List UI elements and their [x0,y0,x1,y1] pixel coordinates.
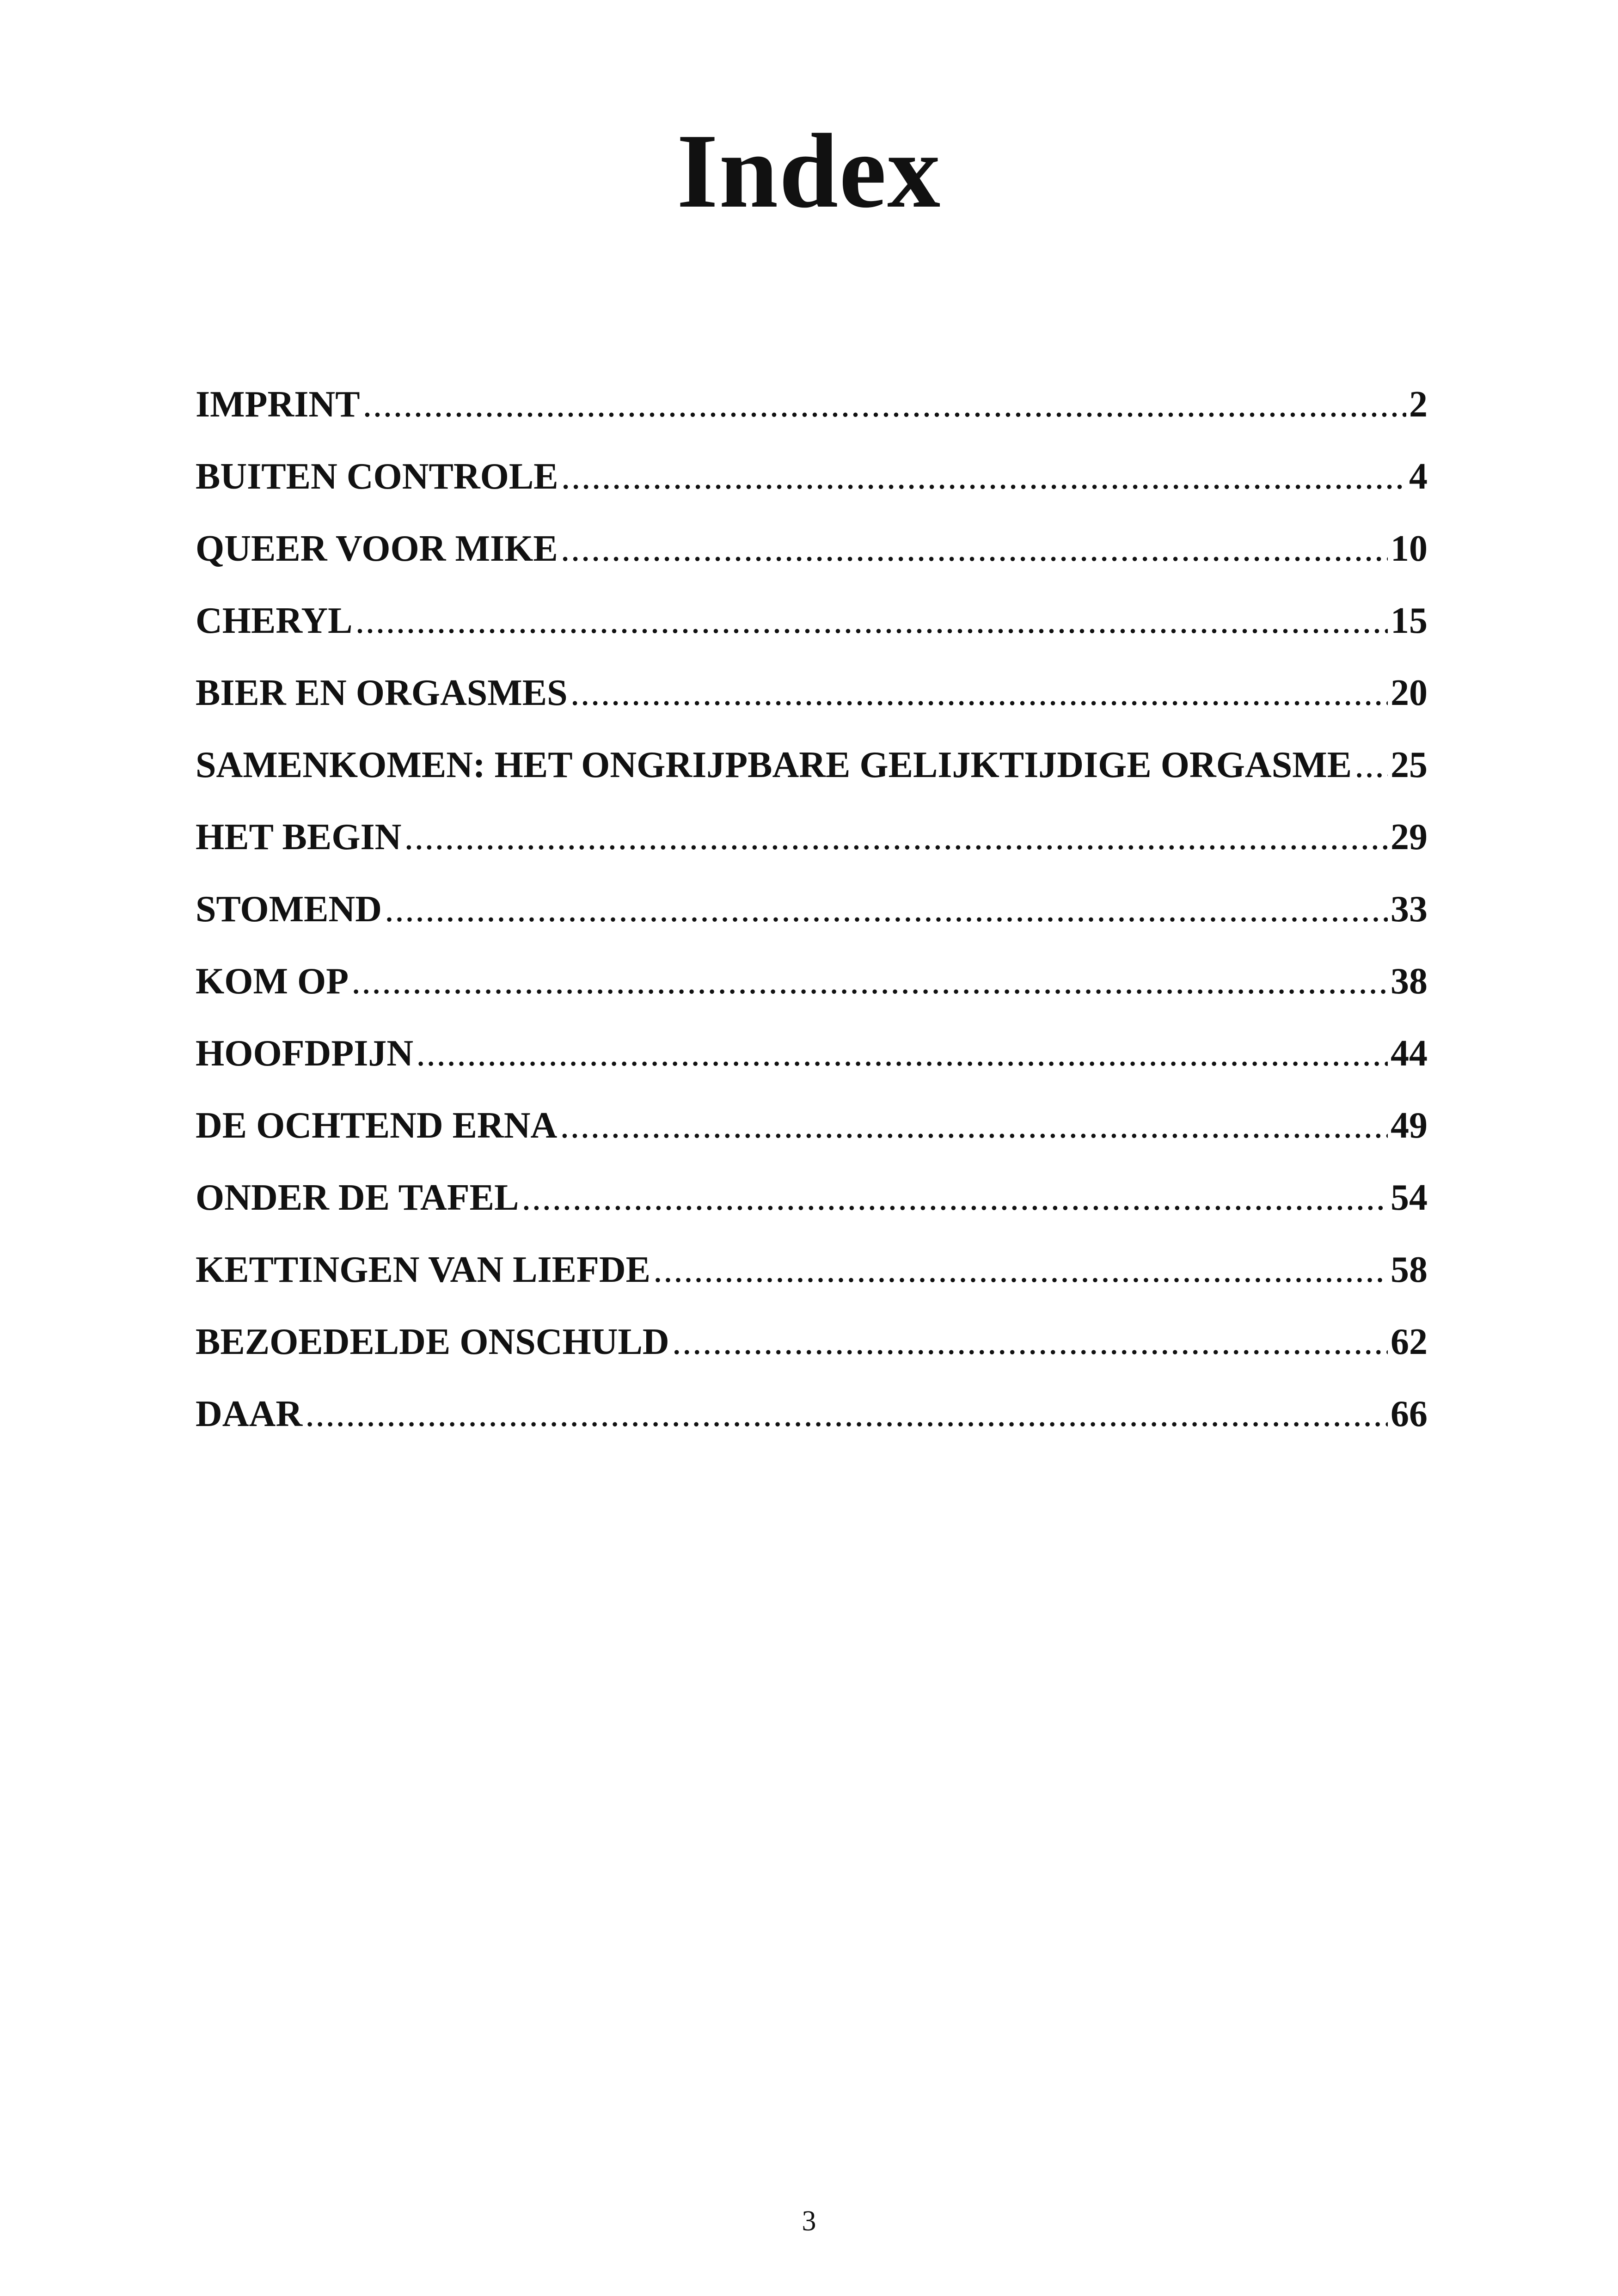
toc-entry-title: DAAR [196,1394,303,1434]
toc-dot-leader [560,1100,1388,1151]
toc-dot-leader [351,956,1388,1007]
toc-dot-leader [404,812,1388,863]
toc-entry-page: 15 [1391,600,1428,641]
toc-entry-imprint[interactable] [196,379,1428,451]
toc-entry-page: 54 [1391,1177,1428,1218]
toc-dot-leader [305,1389,1388,1439]
toc-entry-page: 20 [1391,673,1428,713]
toc-entry-page: 44 [1391,1033,1428,1074]
toc-entry-kom-op[interactable] [196,956,1428,1028]
page-number: 3 [802,2205,816,2237]
toc-entry-page: 38 [1391,961,1428,1002]
toc-entry-bezoedelde-onschuld[interactable] [196,1316,1428,1389]
toc-entry-title: BUITEN CONTROLE [196,456,558,497]
toc-entry-title: IMPRINT [196,384,360,425]
table-of-contents [196,379,1428,1461]
toc-entry-page: 58 [1391,1249,1428,1290]
toc-entry-page: 2 [1409,384,1428,425]
toc-entry-stomend[interactable] [196,884,1428,956]
toc-entry-cheryl[interactable] [196,595,1428,667]
toc-entry-page: 25 [1391,745,1428,785]
toc-dot-leader [1354,740,1388,790]
toc-entry-page: 66 [1391,1394,1428,1434]
toc-entry-title: DE OCHTEND ERNA [196,1105,558,1146]
toc-dot-leader [521,1172,1388,1223]
toc-entry-page: 49 [1391,1105,1428,1146]
toc-entry-title: CHERYL [196,600,353,641]
toc-dot-leader [363,379,1406,430]
toc-entry-title: ONDER DE TAFEL [196,1177,519,1218]
toc-entry-samenkomen[interactable] [196,740,1428,812]
toc-entry-onder-de-tafel[interactable] [196,1172,1428,1244]
toc-entry-bier-en-orgasmes[interactable] [196,667,1428,740]
page-title: Index [676,112,942,230]
toc-entry-daar[interactable] [196,1389,1428,1461]
toc-dot-leader [416,1028,1388,1079]
toc-entry-page: 62 [1391,1322,1428,1362]
toc-dot-leader [672,1316,1388,1367]
toc-entry-title: KOM OP [196,961,349,1002]
toc-entry-page: 29 [1391,817,1428,857]
toc-dot-leader [385,884,1388,935]
toc-entry-page: 33 [1391,889,1428,930]
toc-entry-page: 4 [1409,456,1428,497]
toc-entry-title: BIER EN ORGASMES [196,673,568,713]
toc-entry-de-ochtend-erna[interactable] [196,1100,1428,1172]
toc-entry-het-begin[interactable] [196,812,1428,884]
toc-dot-leader [570,667,1388,718]
toc-dot-leader [653,1244,1388,1295]
toc-entry-buiten-controle[interactable] [196,451,1428,523]
toc-entry-title: KETTINGEN VAN LIEFDE [196,1249,650,1290]
toc-entry-title: STOMEND [196,889,382,930]
toc-entry-hoofdpijn[interactable] [196,1028,1428,1100]
toc-dot-leader [561,523,1388,574]
toc-entry-title: HET BEGIN [196,817,402,857]
toc-entry-page: 10 [1391,528,1428,569]
toc-entry-queer-voor-mike[interactable] [196,523,1428,595]
toc-entry-title: HOOFDPIJN [196,1033,414,1074]
toc-dot-leader [561,451,1406,502]
toc-entry-title: SAMENKOMEN: HET ONGRIJPBARE GELIJKTIJDIGE ORGASME [196,745,1352,785]
toc-dot-leader [355,595,1388,646]
toc-entry-kettingen-van-liefde[interactable] [196,1244,1428,1316]
toc-entry-title: QUEER VOOR MIKE [196,528,558,569]
toc-entry-title: BEZOEDELDE ONSCHULD [196,1322,669,1362]
